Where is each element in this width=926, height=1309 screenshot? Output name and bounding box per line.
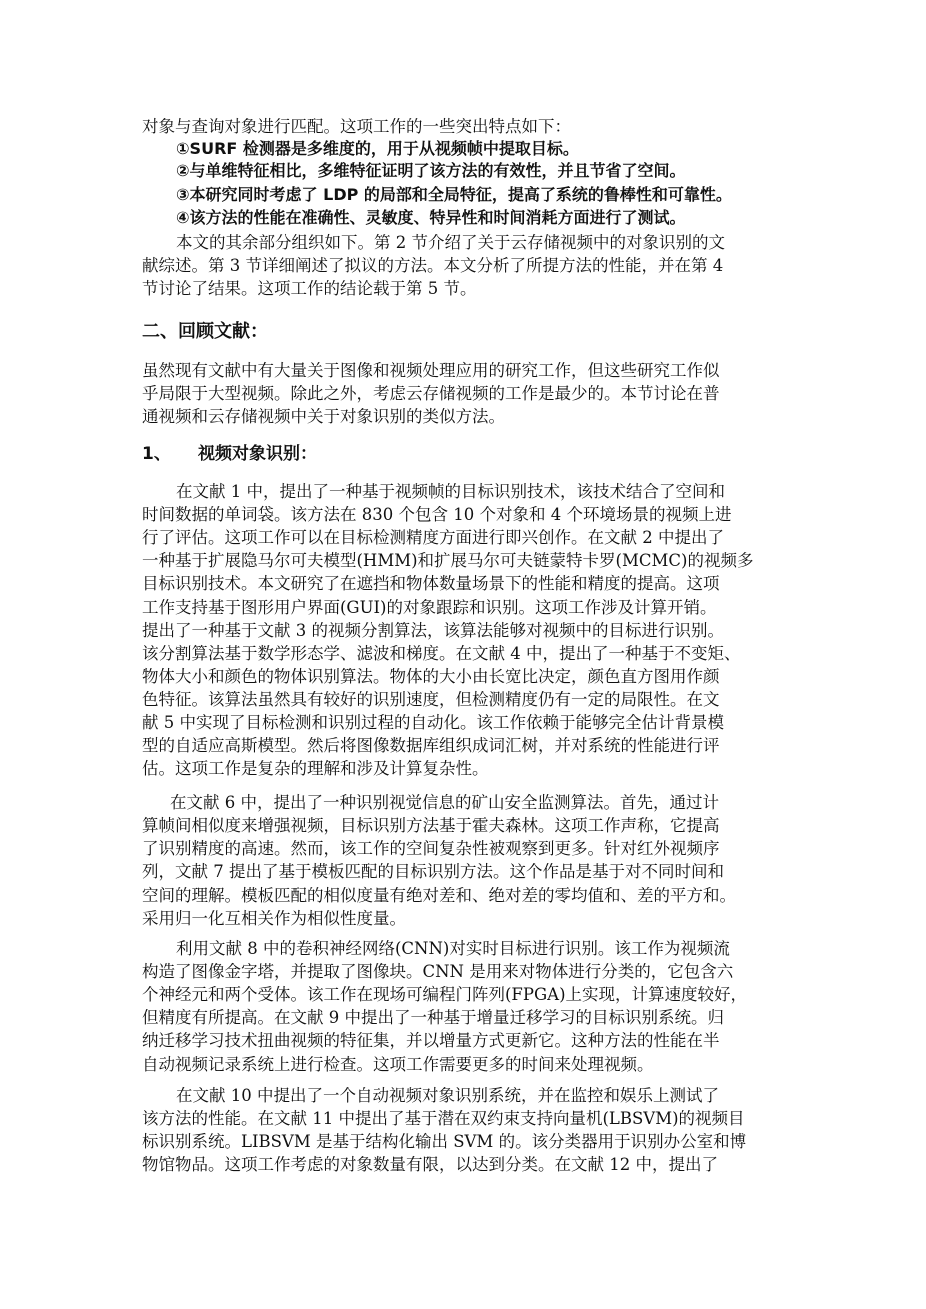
subsection-heading xyxy=(142,443,802,465)
paragraph-line: 工作支持基于图形用户界面(GUI)的对象跟踪和识别。这项工作涉及计算开销。 xyxy=(142,598,717,617)
paragraph-line: 列，文献 7 提出了基于模板匹配的目标识别方法。这个作品是基于对不同时间和 xyxy=(142,862,724,881)
organization-line: 献综述。第 3 节详细阐述了拟议的方法。本文分析了所提方法的性能，并在第 4 xyxy=(142,256,724,275)
paragraph-line: 构造了图像金字塔，并提取了图像块。CNN 是用来对物体进行分类的，它包含六 xyxy=(142,962,734,981)
paragraph-line: 时间数据的单词袋。该方法在 830 个包含 10 个对象和 4 个环境场景的视频上进 xyxy=(142,505,732,524)
paragraph-line: 采用归一化互相关作为相似性度量。 xyxy=(142,909,406,928)
paragraph-line: 空间的理解。模板匹配的相似度量有绝对差和、绝对差的零均值和、差的平方和。 xyxy=(142,886,736,905)
feature-item-4: ④该方法的性能在准确性、灵敏度、特异性和时间消耗方面进行了测试。 xyxy=(176,208,686,227)
paragraph-line: 算帧间相似度来增强视频，目标识别方法基于霍夫森林。这项工作声称，它提高 xyxy=(142,816,720,835)
paragraph-line: 估。这项工作是复杂的理解和涉及计算复杂性。 xyxy=(142,759,489,778)
paragraph-line: 提出了一种基于文献 3 的视频分割算法，该算法能够对视频中的目标进行识别。 xyxy=(142,621,724,640)
paragraph-line: 在文献 10 中提出了一个自动视频对象识别系统，并在监控和娱乐上测试了 xyxy=(176,1086,719,1105)
paragraph-line: 物馆物品。这项工作考虑的对象数量有限，以达到分类。在文献 12 中，提出了 xyxy=(142,1155,718,1174)
paragraph-line: 色特征。该算法虽然具有较好的识别速度，但检测精度仍有一定的局限性。在文 xyxy=(142,690,720,709)
paragraph-line: 行了评估。这项工作可以在目标检测精度方面进行即兴创作。在文献 2 中提出了 xyxy=(142,528,724,547)
paragraph-line: 标识别系统。LIBSVM 是基于结构化输出 SVM 的。该分类器用于识别办公室和博 xyxy=(142,1132,747,1151)
paragraph-line: 该分割算法基于数学形态学、滤波和梯度。在文献 4 中，提出了一种基于不变矩、 xyxy=(142,644,741,663)
paragraph-line: 在文献 1 中，提出了一种基于视频帧的目标识别技术，该技术结合了空间和 xyxy=(176,482,725,501)
section-heading: 二、回顾文献： xyxy=(142,321,268,342)
section-paragraph-line: 通视频和云存储视频中关于对象识别的类似方法。 xyxy=(142,407,505,426)
paragraph-line: 个神经元和两个受体。该工作在现场可编程门阵列(FPGA)上实现，计算速度较好， xyxy=(142,985,748,1004)
paragraph-line: 利用文献 8 中的卷积神经网络(CNN)对实时目标进行识别。该工作为视频流 xyxy=(176,939,730,958)
subsection-number: 1、 xyxy=(142,444,171,464)
paragraph-line: 一种基于扩展隐马尔可夫模型(HMM)和扩展马尔可夫链蒙特卡罗(MCMC)的视频多 xyxy=(142,551,754,570)
paragraph-line: 在文献 6 中，提出了一种识别视觉信息的矿山安全监测算法。首先，通过计 xyxy=(170,793,719,812)
paragraph-line: 该方法的性能。在文献 11 中提出了基于潜在双约束支持向量机(LBSVM)的视频目 xyxy=(142,1109,745,1128)
paragraph-line: 了识别精度的高速。然而，该工作的空间复杂性被观察到更多。针对红外视频序 xyxy=(142,839,720,858)
organization-line: 本文的其余部分组织如下。第 2 节介绍了关于云存储视频中的对象识别的文 xyxy=(176,233,725,252)
paragraph-line: 目标识别技术。本文研究了在遮挡和物体数量场景下的性能和精度的提高。这项 xyxy=(142,574,720,593)
feature-item-1: ①SURF 检测器是多维度的，用于从视频帧中提取目标。 xyxy=(176,139,579,158)
paragraph-line: 型的自适应高斯模型。然后将图像数据库组织成词汇树，并对系统的性能进行评 xyxy=(142,736,720,755)
paragraph-line: 纳迁移学习技术扭曲视频的特征集，并以增量方式更新它。这种方法的性能在半 xyxy=(142,1031,720,1050)
section-paragraph-line: 虽然现有文献中有大量关于图像和视频处理应用的研究工作，但这些研究工作似 xyxy=(142,361,720,380)
paragraph-line: 物体大小和颜色的物体识别算法。物体的大小由长宽比决定，颜色直方图用作颜 xyxy=(142,667,720,686)
intro-line: 对象与查询对象进行匹配。这项工作的一些突出特点如下： xyxy=(142,117,571,136)
paragraph-line: 但精度有所提高。在文献 9 中提出了一种基于增量迁移学习的目标识别系统。归 xyxy=(142,1008,724,1027)
feature-item-3: ③本研究同时考虑了 LDP 的局部和全局特征，提高了系统的鲁棒性和可靠性。 xyxy=(176,185,732,204)
subsection-title: 视频对象识别： xyxy=(198,444,317,464)
organization-line: 节讨论了结果。这项工作的结论载于第 5 节。 xyxy=(142,279,477,298)
section-paragraph-line: 乎局限于大型视频。除此之外，考虑云存储视频的工作是最少的。本节讨论在普 xyxy=(142,384,720,403)
paragraph-line: 献 5 中实现了目标检测和识别过程的自动化。该工作依赖于能够完全估计背景模 xyxy=(142,713,724,732)
paragraph-line: 自动视频记录系统上进行检查。这项工作需要更多的时间来处理视频。 xyxy=(142,1055,654,1074)
feature-item-2: ②与单维特征相比，多维特征证明了该方法的有效性，并且节省了空间。 xyxy=(176,161,686,180)
